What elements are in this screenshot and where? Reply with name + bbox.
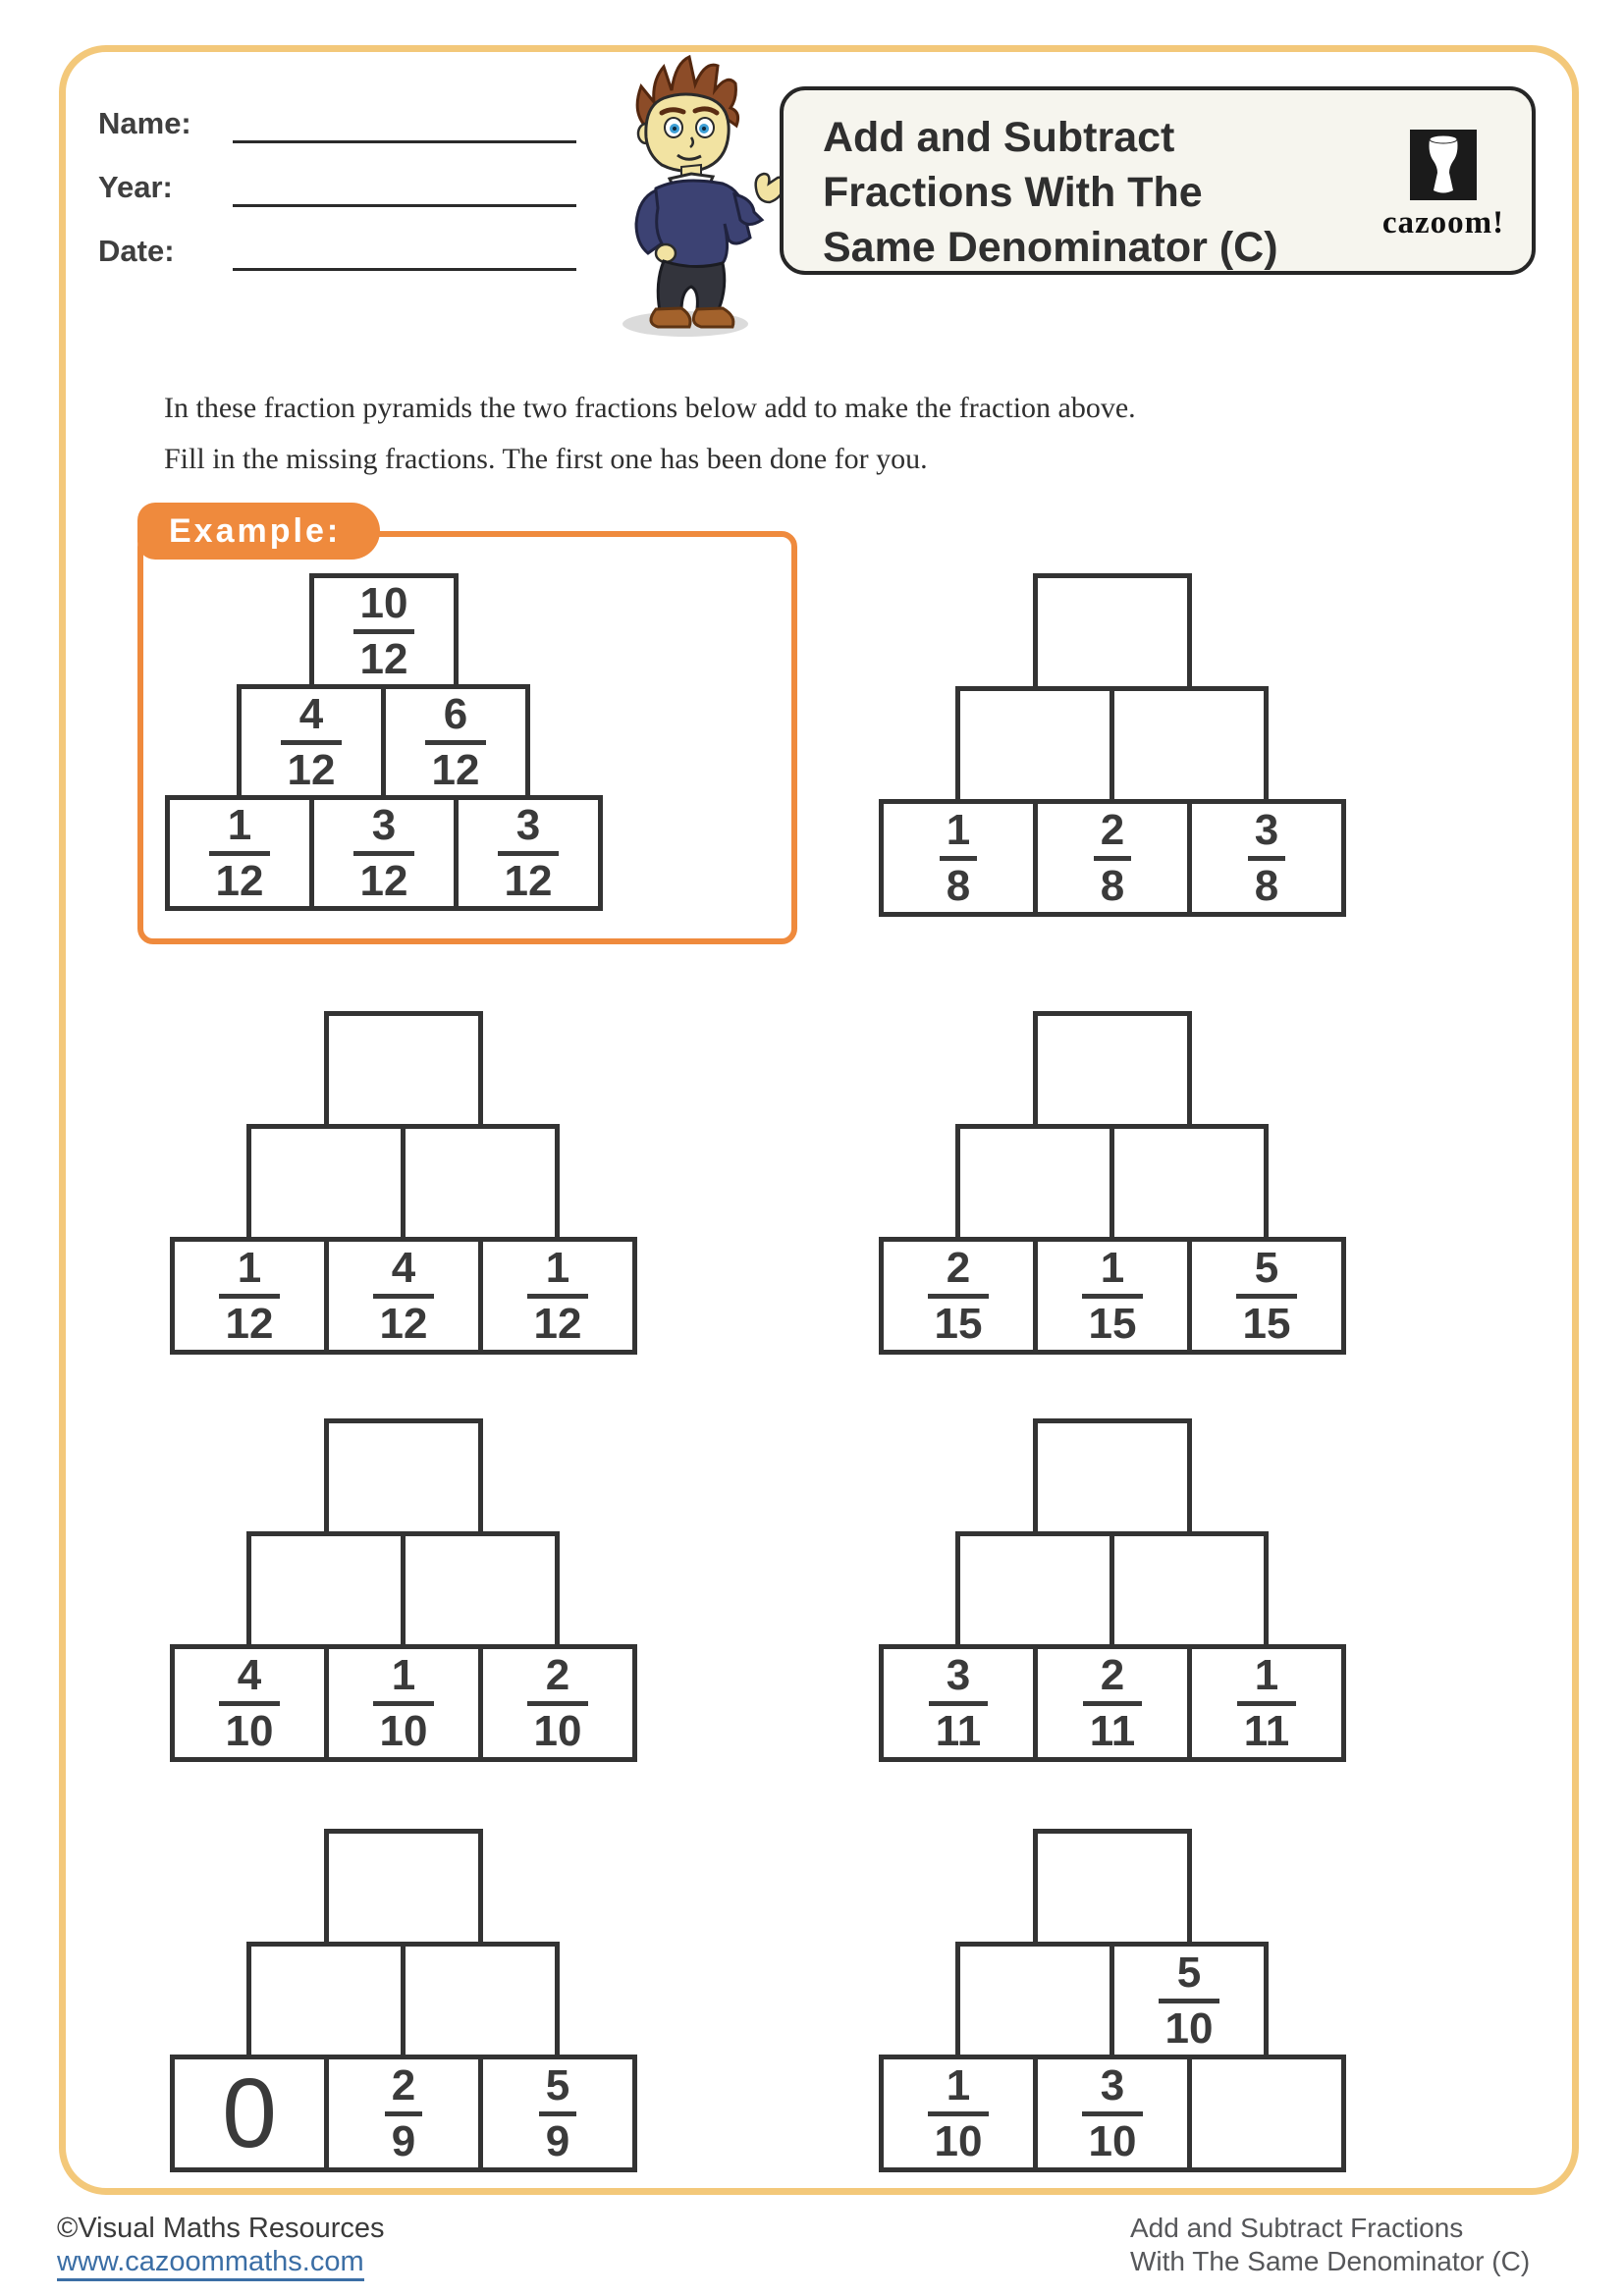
p8-cell-bottom-middle (1033, 2055, 1192, 2172)
instructions-line-2: Fill in the missing fractions. The first one has been done for you. (164, 443, 928, 475)
p3-cell-bottom-right (478, 1237, 637, 1355)
fraction: $\frac{5}{10}$ (1159, 1951, 1220, 2051)
p1-cell-bottom-middle (309, 795, 459, 911)
footer-sheet-title-line-1: Add and Subtract Fractions (1130, 2213, 1464, 2243)
p7-cell-top (324, 1829, 483, 1947)
title-line-1: Add and Subtract (823, 114, 1175, 161)
cazoommaths-link[interactable]: www.cazoommaths.com (57, 2246, 364, 2281)
fraction: $\frac{3}{8}$ (1248, 809, 1285, 908)
p8-cell-bottom-right (1187, 2055, 1346, 2172)
instructions-line-1: In these fraction pyramids the two fractions below add to make the fraction above. (164, 392, 1136, 424)
p7-cell-mid-left (246, 1942, 406, 2059)
p6-cell-bottom-middle (1033, 1644, 1192, 1762)
fraction: $\frac{3}{11}$ (929, 1654, 989, 1753)
p7-cell-bottom-middle (324, 2055, 483, 2172)
p1-cell-mid-right (381, 684, 530, 800)
p6-cell-mid-right (1110, 1531, 1269, 1649)
p6-cell-bottom-left (879, 1644, 1038, 1762)
p4-cell-mid-right (1110, 1124, 1269, 1242)
p2-cell-mid-right (1110, 686, 1269, 804)
pyramid-6 (879, 1418, 1346, 1762)
p7-cell-bottom-left (170, 2055, 329, 2172)
fraction: $\frac{1}{11}$ (1237, 1654, 1297, 1753)
fraction: $\frac{5}{9}$ (539, 2064, 576, 2163)
p7-cell-mid-right (401, 1942, 560, 2059)
pyramid-4 (879, 1011, 1346, 1355)
footer-left (57, 2212, 385, 2278)
p2-cell-top (1033, 573, 1192, 691)
fraction: $\frac{10}{12}$ (353, 582, 415, 681)
fraction: $\frac{3}{12}$ (498, 804, 560, 903)
year-field-label: Year: (98, 170, 173, 204)
copyright-text: ©Visual Maths Resources (57, 2213, 385, 2244)
p3-cell-top (324, 1011, 483, 1129)
cazoom-logo (1380, 130, 1506, 240)
example-label: Example: (137, 503, 380, 560)
p8-cell-mid-right (1110, 1942, 1269, 2059)
p4-cell-bottom-middle (1033, 1237, 1192, 1355)
fraction: $\frac{5}{15}$ (1236, 1247, 1298, 1346)
p3-cell-bottom-left (170, 1237, 329, 1355)
fraction: $\frac{2}{9}$ (385, 2064, 422, 2163)
pyramid-7 (170, 1829, 637, 2172)
fraction: $\frac{4}{10}$ (219, 1654, 281, 1753)
title-box (780, 86, 1536, 275)
p5-cell-top (324, 1418, 483, 1536)
fraction: $\frac{1}{12}$ (219, 1247, 281, 1346)
date-field-line (233, 268, 576, 271)
worksheet-title (823, 110, 1278, 275)
mascot-boy-illustration (587, 51, 788, 341)
p1-cell-bottom-right (454, 795, 603, 911)
fraction: $\frac{2}{8}$ (1094, 809, 1131, 908)
p4-cell-mid-left (955, 1124, 1114, 1242)
fraction: $\frac{1}{10}$ (373, 1654, 435, 1753)
p5-cell-bottom-left (170, 1644, 329, 1762)
fraction: $\frac{1}{12}$ (527, 1247, 589, 1346)
date-field-label: Date: (98, 234, 175, 268)
fraction: $\frac{1}{10}$ (928, 2064, 990, 2163)
example-pyramid (165, 573, 603, 911)
fraction: $\frac{3}{12}$ (353, 804, 415, 903)
p5-cell-bottom-middle (324, 1644, 483, 1762)
footer-right (1130, 2212, 1530, 2278)
pyramid-2 (879, 573, 1346, 917)
p1-cell-top (309, 573, 459, 689)
p4-cell-top (1033, 1011, 1192, 1129)
instructions (164, 383, 1136, 485)
p6-cell-top (1033, 1418, 1192, 1536)
name-field-line (233, 140, 576, 143)
logo-text: cazoom! (1381, 205, 1505, 240)
p4-cell-bottom-right (1187, 1237, 1346, 1355)
fraction: $\frac{4}{12}$ (373, 1247, 435, 1346)
p2-cell-bottom-left (879, 799, 1038, 917)
year-field-line (233, 204, 576, 207)
fraction: $\frac{1}{12}$ (209, 804, 271, 903)
fraction: $\frac{2}{10}$ (527, 1654, 589, 1753)
p3-cell-mid-right (401, 1124, 560, 1242)
p5-cell-bottom-right (478, 1644, 637, 1762)
p5-cell-mid-left (246, 1531, 406, 1649)
p8-cell-bottom-left (879, 2055, 1038, 2172)
p2-cell-mid-left (955, 686, 1114, 804)
p7-cell-bottom-right (478, 2055, 637, 2172)
fraction: $\frac{4}{12}$ (281, 693, 343, 792)
title-line-2: Fractions With The (823, 169, 1203, 216)
p3-cell-mid-left (246, 1124, 406, 1242)
fraction: $\frac{2}{11}$ (1083, 1654, 1143, 1753)
p8-cell-top (1033, 1829, 1192, 1947)
pyramid-5 (170, 1418, 637, 1762)
p4-cell-bottom-left (879, 1237, 1038, 1355)
p2-cell-bottom-middle (1033, 799, 1192, 917)
title-line-3: Same Denominator (C) (823, 224, 1278, 271)
p5-cell-mid-right (401, 1531, 560, 1649)
zero-answer: 0 (222, 2058, 277, 2168)
fraction: $\frac{1}{15}$ (1082, 1247, 1144, 1346)
p2-cell-bottom-right (1187, 799, 1346, 917)
fraction: $\frac{3}{10}$ (1082, 2064, 1144, 2163)
p8-cell-mid-left (955, 1942, 1114, 2059)
footer-sheet-title-line-2: With The Same Denominator (C) (1130, 2246, 1531, 2276)
p1-cell-mid-left (237, 684, 386, 800)
pyramid-8 (879, 1829, 1346, 2172)
fraction: $\frac{1}{8}$ (940, 809, 977, 908)
pyramid-3 (170, 1011, 637, 1355)
drum-icon (1410, 130, 1477, 200)
name-field-label: Name: (98, 106, 191, 140)
p3-cell-bottom-middle (324, 1237, 483, 1355)
p6-cell-bottom-right (1187, 1644, 1346, 1762)
fraction: $\frac{6}{12}$ (425, 693, 487, 792)
fraction: $\frac{2}{15}$ (928, 1247, 990, 1346)
p1-cell-bottom-left (165, 795, 314, 911)
p6-cell-mid-left (955, 1531, 1114, 1649)
